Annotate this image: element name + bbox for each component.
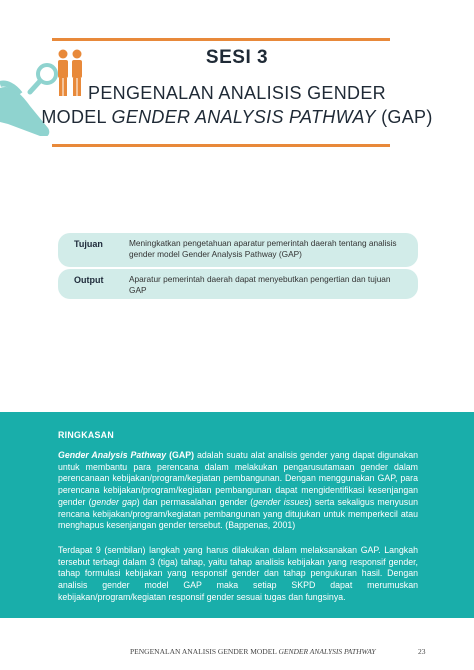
- summary-title: RINGKASAN: [58, 430, 114, 440]
- footer-running-title: PENGENALAN ANALISIS GENDER MODEL GENDER ANALYSIS PATHWAY: [130, 647, 376, 656]
- objective-row-output: [58, 269, 418, 299]
- top-divider: [52, 38, 390, 41]
- objective-text: Meningkatkan pengetahuan aparatur pemerintah daerah tentang analisis gender model Gender Analysis Pathway (GAP): [129, 238, 397, 259]
- summary-section: [0, 412, 474, 618]
- title-divider: [52, 144, 390, 147]
- page-number: 23: [418, 647, 426, 656]
- objective-row-tujuan: [58, 233, 418, 267]
- objective-label: Tujuan: [74, 239, 103, 249]
- summary-paragraph-2: Terdapat 9 (sembilan) langkah yang harus dilakukan dalam melaksanakan GAP. Langkah tersebut terbagi dalam 3 (tiga) tahap, yaitu tahap analisis kebijakan yang responsif gender, tahap formulasi kebijakan yang responsif gender dan tahap pengukuran hasil. Dengan analisis gender model GAP maka setiap SKPD dapat merumuskan kebijakan/program/kegiatan responsif gender sesuai tugas dan fungsinya.: [58, 545, 418, 602]
- session-number: SESI 3: [205, 47, 269, 68]
- page-title-line1: PENGENALAN ANALISIS GENDER: [88, 83, 386, 103]
- summary-paragraph-1: Gender Analysis Pathway (GAP) adalah suatu alat analisis gender yang dapat digunakan untuk membantu para perencana dalam melakukan pengarusutamaan gender dalam perencanaan kebijakan/program/kegiatan pembangunan. Dengan menggunakan GAP, para perencana kebijakan/program/kegiatan pembangunan dapat mengidentifikasi kesenjangan gender (gender gap) dan permasalahan gender (gender issues) serta sekaligus menyusun rencana kebijakan/program/kegiatan pembangunan yang ditujukan untuk memperkecil atau menghapus kesenjangan gender tersebut. (Bappenas, 2001): [58, 450, 419, 531]
- page-title-line2: MODEL GENDER ANALYSIS PATHWAY (GAP): [41, 107, 433, 127]
- objective-label: Output: [74, 275, 104, 285]
- objective-text: Aparatur pemerintah daerah dapat menyebutkan pengertian dan tujuan GAP: [129, 274, 391, 295]
